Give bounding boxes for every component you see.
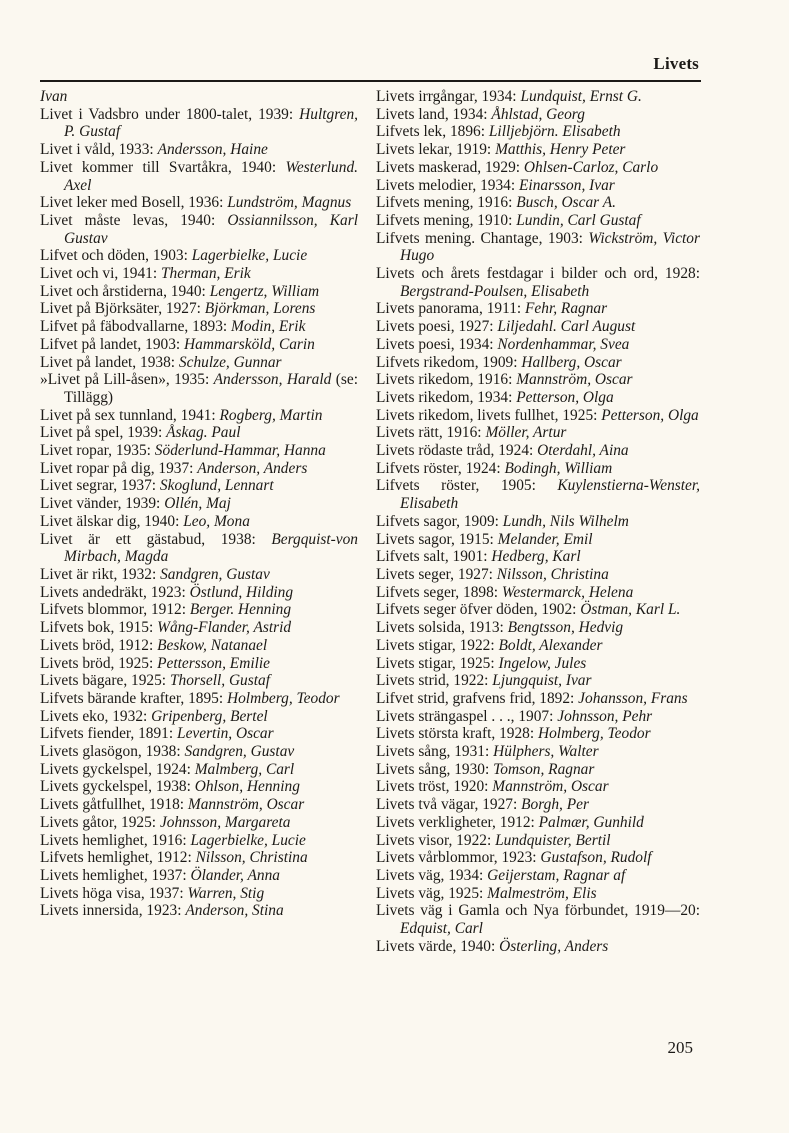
entry-author: Fehr, Ragnar	[525, 300, 608, 318]
entry-author: Anderson, Stina	[185, 902, 284, 920]
entry-title: Livet segrar, 1937:	[40, 477, 160, 495]
entry-author: Johnsson, Pehr	[557, 707, 653, 725]
entry-author: Österling, Anders	[499, 937, 609, 955]
entry-title: Livets höga visa, 1937:	[40, 884, 188, 902]
index-entry	[376, 938, 700, 956]
index-entry	[376, 796, 700, 814]
index-entry	[376, 566, 700, 584]
entry-author: Lundh, Nils Wilhelm	[502, 512, 629, 530]
entry-title: Livets tröst, 1920:	[376, 778, 493, 796]
entry-author: Therman, Erik	[160, 265, 251, 283]
index-entry	[376, 708, 700, 726]
index-entry	[40, 354, 358, 372]
entry-author: Mannström, Oscar	[187, 796, 305, 814]
entry-note: (se: Tillägg)	[64, 371, 358, 406]
entry-title: Livets rätt, 1916:	[376, 424, 486, 442]
entry-title: Livets sång, 1931:	[376, 743, 494, 761]
entry-author: Anderson, Anders	[197, 459, 308, 477]
entry-title: Lifvets hemlighet, 1912:	[40, 849, 196, 867]
index-entry	[376, 655, 700, 673]
entry-title: Lifvets seger öfver döden, 1902:	[376, 601, 581, 619]
index-entry	[40, 743, 358, 761]
entry-author: Mannström, Oscar	[492, 778, 609, 796]
entry-author: Lundquister, Bertil	[495, 831, 611, 849]
entry-title: Livets rödaste tråd, 1924:	[376, 442, 538, 460]
index-entry	[40, 442, 358, 460]
entry-author: Hallberg, Oscar	[521, 353, 622, 371]
index-entry	[40, 424, 358, 442]
index-entry	[376, 513, 700, 531]
entry-author: Holmberg, Teodor	[538, 725, 651, 743]
entry-title: Livets glasögon, 1938:	[40, 743, 185, 761]
entry-title: Livets rikedom, 1934:	[376, 388, 517, 406]
entry-title: Livets väg i Gamla och Nya förbundet, 1919—20:	[376, 902, 700, 920]
entry-author: Malmberg, Carl	[194, 760, 295, 778]
entry-author: Lundström, Magnus	[227, 194, 352, 212]
entry-title: Livet och årstiderna, 1940:	[40, 282, 210, 300]
index-entry	[376, 477, 700, 512]
index-entry	[40, 371, 358, 406]
entry-title: Lifvets mening. Chantage, 1903:	[376, 229, 589, 247]
index-entry	[40, 336, 358, 354]
entry-author: Nilsson, Christina	[195, 849, 308, 867]
entry-author: Edquist, Carl	[400, 920, 483, 938]
entry-author: Hammarsköld, Carin	[184, 335, 315, 353]
entry-title: Livets melodier, 1934:	[376, 176, 520, 194]
entry-author: Ohlson, Henning	[194, 778, 300, 796]
entry-author: Sandgren, Gustav	[184, 743, 295, 761]
index-entry	[376, 867, 700, 885]
index-entry	[376, 584, 700, 602]
index-entry	[376, 672, 700, 690]
index-entry	[40, 283, 358, 301]
index-entry	[376, 725, 700, 743]
entry-title: Livets bröd, 1912:	[40, 636, 158, 654]
entry-title: Livets rikedom, livets fullhet, 1925:	[376, 406, 602, 424]
index-entry	[376, 230, 700, 265]
entry-author: Matthis, Henry Peter	[495, 141, 626, 159]
index-entry	[376, 601, 700, 619]
entry-title: Livets bröd, 1925:	[40, 654, 158, 672]
entry-title: Livets väg, 1925:	[376, 884, 488, 902]
entry-title: Lifvets seger, 1898:	[376, 583, 502, 601]
index-entry	[376, 424, 700, 442]
entry-author: Thorsell, Gustaf	[169, 672, 270, 690]
entry-title: Livet är rikt, 1932:	[40, 565, 161, 583]
index-entry	[40, 708, 358, 726]
entry-title: Livet älskar dig, 1940:	[40, 512, 184, 530]
entry-author: Wickström, Victor Hugo	[400, 229, 700, 265]
entry-title: Livets verkligheter, 1912:	[376, 813, 539, 831]
entry-title: Livets solsida, 1913:	[376, 619, 508, 637]
entry-title: Livets största kraft, 1928:	[376, 725, 538, 743]
index-entry	[40, 407, 358, 425]
entry-title: Livets stigar, 1922:	[376, 636, 499, 654]
entry-author: Björkman, Lorens	[204, 300, 316, 318]
index-entry	[40, 672, 358, 690]
entry-title: Livets land, 1934:	[376, 105, 492, 123]
entry-author: Oterdahl, Aina	[537, 442, 629, 460]
index-entry	[376, 212, 700, 230]
entry-author: Schulze, Gunnar	[178, 353, 282, 371]
entry-author: Borgh, Per	[521, 796, 589, 814]
index-entry	[376, 265, 700, 300]
entry-author: Hultgren, P. Gustaf	[64, 105, 358, 141]
entry-author: Johnsson, Margareta	[159, 813, 291, 831]
entry-author: Ivan	[40, 88, 68, 105]
entry-title: Lifvets röster, 1905:	[376, 477, 558, 495]
index-entry	[376, 743, 700, 761]
index-entry	[40, 265, 358, 283]
entry-title: Livet kommer till Svartåkra, 1940:	[40, 158, 286, 176]
entry-title: Lifvets röster, 1924:	[376, 459, 505, 477]
index-entry	[376, 902, 700, 937]
index-entry	[376, 832, 700, 850]
entry-author: Söderlund-Hammar, Hanna	[154, 442, 326, 460]
entry-author: Gripenberg, Bertel	[151, 707, 268, 725]
entry-author: Bodingh, William	[504, 459, 613, 477]
index-entry	[376, 531, 700, 549]
entry-author: Hülphers, Walter	[493, 743, 599, 761]
entry-title: Livets värde, 1940:	[376, 937, 500, 955]
entry-title: Lifvet på fäbodvallarne, 1893:	[40, 318, 232, 336]
entry-author: Ohlsen-Carloz, Carlo	[523, 158, 659, 176]
index-entry	[40, 212, 358, 247]
entry-title: Livets gåtor, 1925:	[40, 813, 160, 831]
index-entry	[40, 867, 358, 885]
index-entry	[376, 548, 700, 566]
entry-author: Lundin, Carl Gustaf	[516, 211, 641, 229]
entry-author: Palmær, Gunhild	[538, 813, 644, 831]
entry-title: Livets strängaspel . . ., 1907:	[376, 707, 558, 725]
entry-title: Livet och vi, 1941:	[40, 265, 161, 283]
entry-author: Petterson, Olga	[601, 406, 699, 424]
index-entry	[40, 655, 358, 673]
entry-author: Lengertz, William	[209, 282, 320, 300]
entry-author: Andersson, Haine	[157, 141, 268, 159]
index-entry	[40, 495, 358, 513]
entry-title: Lifvets salt, 1901:	[376, 548, 492, 566]
index-entry	[376, 371, 700, 389]
entry-title: Livets visor, 1922:	[376, 831, 496, 849]
entry-title: Livet leker med Bosell, 1936:	[40, 194, 228, 212]
entry-author: Warren, Stig	[187, 884, 265, 902]
entry-author: Lagerbielke, Lucie	[191, 247, 308, 265]
index-entry	[376, 442, 700, 460]
entry-title: Livets gyckelspel, 1938:	[40, 778, 195, 796]
index-entry	[40, 300, 358, 318]
entry-title: Livets och årets festdagar i bilder och ord, 1928:	[376, 265, 700, 283]
index-entry	[376, 141, 700, 159]
index-entry	[40, 601, 358, 619]
index-entry	[376, 885, 700, 903]
entry-title: Livets gyckelspel, 1924:	[40, 760, 195, 778]
entry-title: Livets panorama, 1911:	[376, 300, 526, 318]
index-entry	[376, 637, 700, 655]
entry-title: Livet i Vadsbro under 1800-talet, 1939:	[40, 105, 300, 123]
index-entry	[40, 796, 358, 814]
entry-title: Livets vårblommor, 1923:	[376, 849, 541, 867]
index-entry	[376, 194, 700, 212]
index-entry	[376, 460, 700, 478]
entry-title: Livets två vägar, 1927:	[376, 796, 522, 814]
entry-author: Liljedahl. Carl August	[497, 318, 636, 336]
entry-title: Lifvet strid, grafvens frid, 1892:	[376, 689, 579, 707]
entry-title: Lifvets bok, 1915:	[40, 619, 158, 637]
entry-author: Rogberg, Martin	[219, 406, 323, 424]
index-entry	[40, 531, 358, 566]
right-column	[376, 88, 700, 955]
entry-author: Ollén, Maj	[164, 495, 231, 513]
index-entry	[40, 106, 358, 141]
entry-title: Lifvets bärande krafter, 1895:	[40, 689, 227, 707]
entry-title: Livets rikedom, 1916:	[376, 371, 517, 389]
entry-author: Möller, Artur	[485, 424, 567, 442]
entry-title: Livets poesi, 1934:	[376, 335, 498, 353]
index-entry	[376, 407, 700, 425]
entry-title: Livet i våld, 1933:	[40, 141, 158, 159]
entry-author: Nordenhammar, Svea	[497, 335, 630, 353]
entry-author: Lundquist, Ernst G.	[520, 88, 642, 105]
entry-title: Lifvets mening, 1916:	[376, 194, 517, 212]
entry-author: Lagerbielke, Lucie	[190, 831, 306, 849]
entry-title: Livet vänder, 1939:	[40, 495, 165, 513]
entry-author: Gustafson, Rudolf	[540, 849, 652, 867]
entry-author: Boldt, Alexander	[498, 636, 603, 654]
index-entry	[376, 389, 700, 407]
entry-author: Lilljebjörn. Elisabeth	[488, 123, 621, 141]
entry-author: Ljungquist, Ivar	[492, 672, 592, 690]
index-entry	[40, 88, 358, 106]
entry-title: Livets innersida, 1923:	[40, 902, 186, 920]
index-entry	[40, 725, 358, 743]
index-entry	[376, 88, 700, 106]
entry-title: Livets stigar, 1925:	[376, 654, 499, 672]
entry-author: Berger. Henning	[189, 601, 292, 619]
index-entry	[376, 123, 700, 141]
entry-author: Ossiannilsson, Karl Gustav	[64, 211, 358, 247]
index-entry	[40, 460, 358, 478]
index-entry	[40, 849, 358, 867]
entry-title: Lifvets blommor, 1912:	[40, 601, 190, 619]
entry-title: Livet på Björksäter, 1927:	[40, 300, 205, 318]
entry-author: Malmeström, Elis	[487, 884, 597, 902]
entry-author: Petterson, Olga	[516, 388, 614, 406]
entry-title: Livet är ett gästabud, 1938:	[40, 530, 272, 548]
entry-title: Lifvets lek, 1896:	[376, 123, 489, 141]
index-entry	[40, 566, 358, 584]
entry-title: Livets hemlighet, 1937:	[40, 866, 191, 884]
index-entry	[40, 247, 358, 265]
entry-title: Livets gåtfullhet, 1918:	[40, 796, 188, 814]
entry-title: Livet på spel, 1939:	[40, 424, 167, 442]
entry-title: Livets maskerad, 1929:	[376, 158, 524, 176]
index-entry	[376, 336, 700, 354]
entry-author: Leo, Mona	[183, 512, 250, 530]
entry-author: Westermarck, Helena	[501, 583, 634, 601]
entry-title: Livets hemlighet, 1916:	[40, 831, 191, 849]
entry-title: Lifvets mening, 1910:	[376, 211, 517, 229]
entry-title: Livet på landet, 1938:	[40, 353, 179, 371]
entry-author: Ingelow, Jules	[498, 654, 587, 672]
index-entry	[376, 619, 700, 637]
index-entry	[40, 885, 358, 903]
entry-title: Livet ropar, 1935:	[40, 442, 155, 460]
entry-author: Pettersson, Emilie	[157, 654, 270, 672]
index-entry	[376, 300, 700, 318]
entry-author: Ölander, Anna	[190, 866, 280, 884]
entry-author: Bengtsson, Hedvig	[507, 619, 624, 637]
index-entry	[376, 761, 700, 779]
index-entry	[40, 159, 358, 194]
entry-author: Beskow, Natanael	[157, 636, 268, 654]
entry-title: Lifvets fiender, 1891:	[40, 725, 178, 743]
entry-author: Einarsson, Ivar	[519, 176, 615, 194]
index-entry	[40, 778, 358, 796]
entry-author: Busch, Oscar A.	[516, 194, 616, 212]
index-entry	[376, 159, 700, 177]
index-entry	[40, 902, 358, 920]
entry-title: Livets strid, 1922:	[376, 672, 493, 690]
index-entry	[40, 761, 358, 779]
entry-title: Livets andedräkt, 1923:	[40, 583, 190, 601]
index-entry	[40, 477, 358, 495]
entry-author: Hedberg, Karl	[491, 548, 581, 566]
entry-author: Andersson, Harald	[213, 371, 332, 389]
index-entry	[376, 814, 700, 832]
entry-author: Östlund, Hilding	[189, 583, 294, 601]
index-entry	[40, 513, 358, 531]
entry-title: »Livet på Lill-åsen», 1935:	[40, 371, 214, 389]
entry-author: Åskag. Paul	[166, 424, 241, 442]
entry-title: Lifvets rikedom, 1909:	[376, 353, 522, 371]
index-entry	[40, 814, 358, 832]
entry-title: Livets poesi, 1927:	[376, 318, 498, 336]
entry-author: Westerlund. Axel	[64, 158, 358, 194]
entry-author: Nilsson, Christina	[496, 565, 609, 583]
entry-title: Livets irrgångar, 1934:	[376, 88, 521, 105]
index-entry	[40, 584, 358, 602]
running-header: Livets	[653, 54, 699, 73]
entry-title: Lifvets sagor, 1909:	[376, 512, 503, 530]
entry-author: Sandgren, Gustav	[160, 565, 270, 583]
index-entry	[376, 354, 700, 372]
entry-title: Livet måste levas, 1940:	[40, 211, 228, 229]
index-entry	[376, 690, 700, 708]
index-entry	[376, 106, 700, 124]
index-entry	[376, 318, 700, 336]
entry-author: Östman, Karl L.	[580, 601, 681, 619]
entry-author: Åhlstad, Georg	[491, 105, 585, 123]
index-entry	[40, 318, 358, 336]
index-entry	[376, 778, 700, 796]
entry-title: Livet ropar på dig, 1937:	[40, 459, 198, 477]
entry-author: Mannström, Oscar	[516, 371, 633, 389]
entry-title: Lifvet på landet, 1903:	[40, 335, 185, 353]
index-entry	[376, 177, 700, 195]
entry-author: Johansson, Frans	[578, 689, 688, 707]
entry-title: Livets lekar, 1919:	[376, 141, 496, 159]
index-entry	[40, 194, 358, 212]
index-entry	[40, 619, 358, 637]
entry-author: Modin, Erik	[231, 318, 306, 336]
entry-title: Livets eko, 1932:	[40, 707, 152, 725]
entry-author: Bergstrand-Poulsen, Elisabeth	[400, 282, 590, 300]
entry-title: Livets sång, 1930:	[376, 760, 494, 778]
entry-author: Holmberg, Teodor	[227, 689, 340, 707]
index-entry	[40, 637, 358, 655]
entry-title: Livet på sex tunnland, 1941:	[40, 406, 220, 424]
entry-author: Skoglund, Lennart	[159, 477, 274, 495]
entry-title: Lifvet och döden, 1903:	[40, 247, 192, 265]
entry-author: Melander, Emil	[497, 530, 593, 548]
index-entry	[40, 832, 358, 850]
entry-author: Wång-Flander, Astrid	[157, 619, 292, 637]
entry-author: Levertin, Oscar	[177, 725, 274, 743]
index-entry	[376, 849, 700, 867]
header-rule	[40, 80, 701, 82]
entry-author: Geijerstam, Ragnar af	[487, 866, 626, 884]
left-column	[40, 88, 358, 920]
entry-title: Livets bägare, 1925:	[40, 672, 170, 690]
entry-title: Livets sagor, 1915:	[376, 530, 498, 548]
entry-author: Tomson, Ragnar	[493, 760, 595, 778]
entry-author: Bergquist-von Mirbach, Magda	[64, 530, 358, 566]
entry-author: Kuylenstierna-Wenster, Elisabeth	[400, 477, 700, 513]
index-entry	[40, 141, 358, 159]
index-entry	[40, 690, 358, 708]
entry-title: Livets väg, 1934:	[376, 866, 488, 884]
page-number: 205	[667, 1038, 693, 1057]
entry-title: Livets seger, 1927:	[376, 565, 497, 583]
